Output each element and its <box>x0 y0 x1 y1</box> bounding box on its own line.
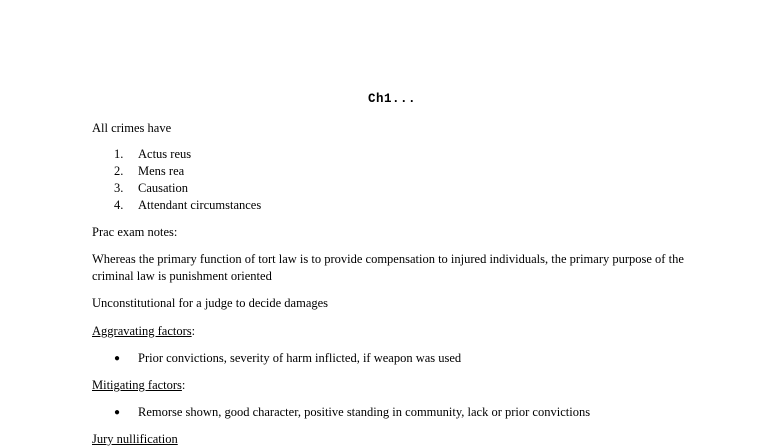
aggravating-bullet-text: Prior convictions, severity of harm inflicted, if weapon was used <box>138 351 462 365</box>
list-item <box>114 404 590 421</box>
intro-text: All crimes have <box>92 121 172 135</box>
list-number: 1. <box>114 147 124 161</box>
aggravating-label: Aggravating factors <box>92 324 192 338</box>
list-number: 3. <box>114 181 124 195</box>
list-item-text: Actus reus <box>138 147 192 161</box>
aggravating-colon: : <box>191 324 196 338</box>
list-number: 2. <box>114 164 124 178</box>
list-item-text: Causation <box>138 181 188 195</box>
mitigating-heading <box>92 377 692 394</box>
tort-paragraph: Whereas the primary function of tort law is to provide compensation to injured individuals, the primary purpose of the criminal law is punishment oriented <box>92 252 684 283</box>
document-title: Ch1... <box>367 92 416 106</box>
jury-heading: Jury nullification <box>92 432 178 446</box>
bullet-icon: ● <box>114 407 121 418</box>
list-item <box>114 180 188 197</box>
list-item <box>114 350 461 367</box>
list-item <box>114 163 184 180</box>
list-item <box>114 146 191 163</box>
bullet-icon: ● <box>114 353 121 364</box>
list-item-text: Attendant circumstances <box>138 198 262 212</box>
damages-paragraph: Unconstitutional for a judge to decide damages <box>92 296 329 310</box>
list-number: 4. <box>114 198 124 212</box>
list-item <box>114 197 261 214</box>
mitigating-label: Mitigating factors <box>92 378 182 392</box>
aggravating-heading <box>92 323 692 340</box>
mitigating-colon: : <box>181 378 186 392</box>
mitigating-bullet-text: Remorse shown, good character, positive standing in community, lack or prior convictions <box>138 405 591 419</box>
prac-heading: Prac exam notes: <box>92 225 178 239</box>
list-item-text: Mens rea <box>138 164 185 178</box>
